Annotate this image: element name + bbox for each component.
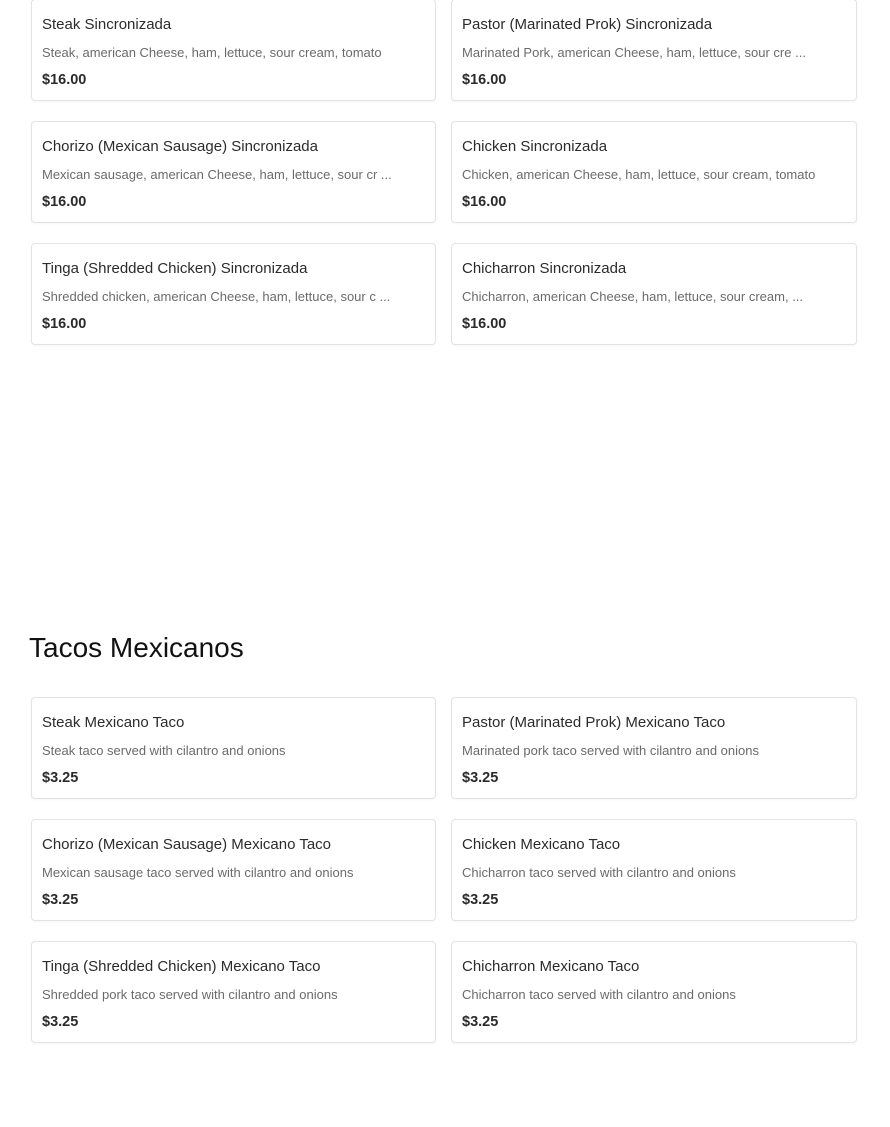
menu-item-description: Steak, american Cheese, ham, lettuce, sour cream, tomato bbox=[42, 45, 382, 60]
menu-item-price: $3.25 bbox=[42, 770, 79, 786]
menu-item-card[interactable] bbox=[31, 941, 436, 1043]
menu-item-description: Chicharron taco served with cilantro and onions bbox=[462, 865, 736, 880]
menu-item-description: Shredded chicken, american Cheese, ham, lettuce, sour c ... bbox=[42, 289, 391, 304]
menu-item-price: $16.00 bbox=[462, 316, 507, 332]
menu-item-price: $16.00 bbox=[42, 316, 87, 332]
menu-item-price: $16.00 bbox=[462, 194, 507, 210]
menu-item-price: $16.00 bbox=[42, 72, 87, 88]
menu-item-name: Chicharron Mexicano Taco bbox=[462, 958, 640, 975]
menu-item-card[interactable] bbox=[31, 243, 436, 345]
menu-item-name: Pastor (Marinated Prok) Sincronizada bbox=[462, 16, 713, 33]
menu-item-name: Tinga (Shredded Chicken) Mexicano Taco bbox=[42, 958, 321, 975]
menu-item-name: Steak Sincronizada bbox=[42, 16, 172, 33]
menu-item-card[interactable] bbox=[31, 0, 436, 101]
menu-item-description: Chicharron, american Cheese, ham, lettuce, sour cream, ... bbox=[462, 289, 804, 304]
tacos-mexicanos-grid bbox=[31, 697, 857, 1043]
menu-item-card[interactable] bbox=[451, 941, 857, 1043]
menu-item-name: Chicken Sincronizada bbox=[462, 138, 608, 155]
menu-item-card[interactable] bbox=[451, 121, 857, 223]
menu-item-description: Marinated Pork, american Cheese, ham, lettuce, sour cre ... bbox=[462, 45, 806, 60]
menu-item-description: Steak taco served with cilantro and onions bbox=[42, 743, 286, 758]
menu-item-card[interactable] bbox=[451, 697, 857, 799]
menu-item-description: Mexican sausage, american Cheese, ham, lettuce, sour cr ... bbox=[42, 167, 392, 182]
menu-item-price: $3.25 bbox=[462, 892, 499, 908]
menu-item-name: Pastor (Marinated Prok) Mexicano Taco bbox=[462, 714, 726, 731]
menu-item-description: Mexican sausage taco served with cilantro and onions bbox=[42, 865, 354, 880]
sincronizadas-grid bbox=[31, 0, 857, 345]
menu-item-name: Chicharron Sincronizada bbox=[462, 260, 627, 277]
menu-item-price: $3.25 bbox=[462, 770, 499, 786]
menu-item-price: $16.00 bbox=[42, 194, 87, 210]
menu-item-description: Marinated pork taco served with cilantro and onions bbox=[462, 743, 759, 758]
menu-item-name: Steak Mexicano Taco bbox=[42, 714, 185, 731]
menu-item-price: $3.25 bbox=[42, 1014, 79, 1030]
menu-item-price: $3.25 bbox=[462, 1014, 499, 1030]
menu-item-description: Shredded pork taco served with cilantro and onions bbox=[42, 987, 338, 1002]
menu-item-card[interactable] bbox=[31, 121, 436, 223]
menu-item-price: $3.25 bbox=[42, 892, 79, 908]
menu-item-card[interactable] bbox=[451, 819, 857, 921]
menu-item-name: Tinga (Shredded Chicken) Sincronizada bbox=[42, 260, 308, 277]
menu-item-card[interactable] bbox=[31, 697, 436, 799]
menu-item-card[interactable] bbox=[451, 243, 857, 345]
menu-item-name: Chicken Mexicano Taco bbox=[462, 836, 621, 853]
menu-item-description: Chicken, american Cheese, ham, lettuce, sour cream, tomato bbox=[462, 167, 816, 182]
section-title-tacos-mexicanos: Tacos Mexicanos bbox=[29, 632, 244, 663]
menu-item-name: Chorizo (Mexican Sausage) Sincronizada bbox=[42, 138, 318, 155]
menu-item-card[interactable] bbox=[451, 0, 857, 101]
menu-item-card[interactable] bbox=[31, 819, 436, 921]
menu-item-description: Chicharron taco served with cilantro and onions bbox=[462, 987, 736, 1002]
menu-item-name: Chorizo (Mexican Sausage) Mexicano Taco bbox=[42, 836, 332, 853]
menu-item-price: $16.00 bbox=[462, 72, 507, 88]
